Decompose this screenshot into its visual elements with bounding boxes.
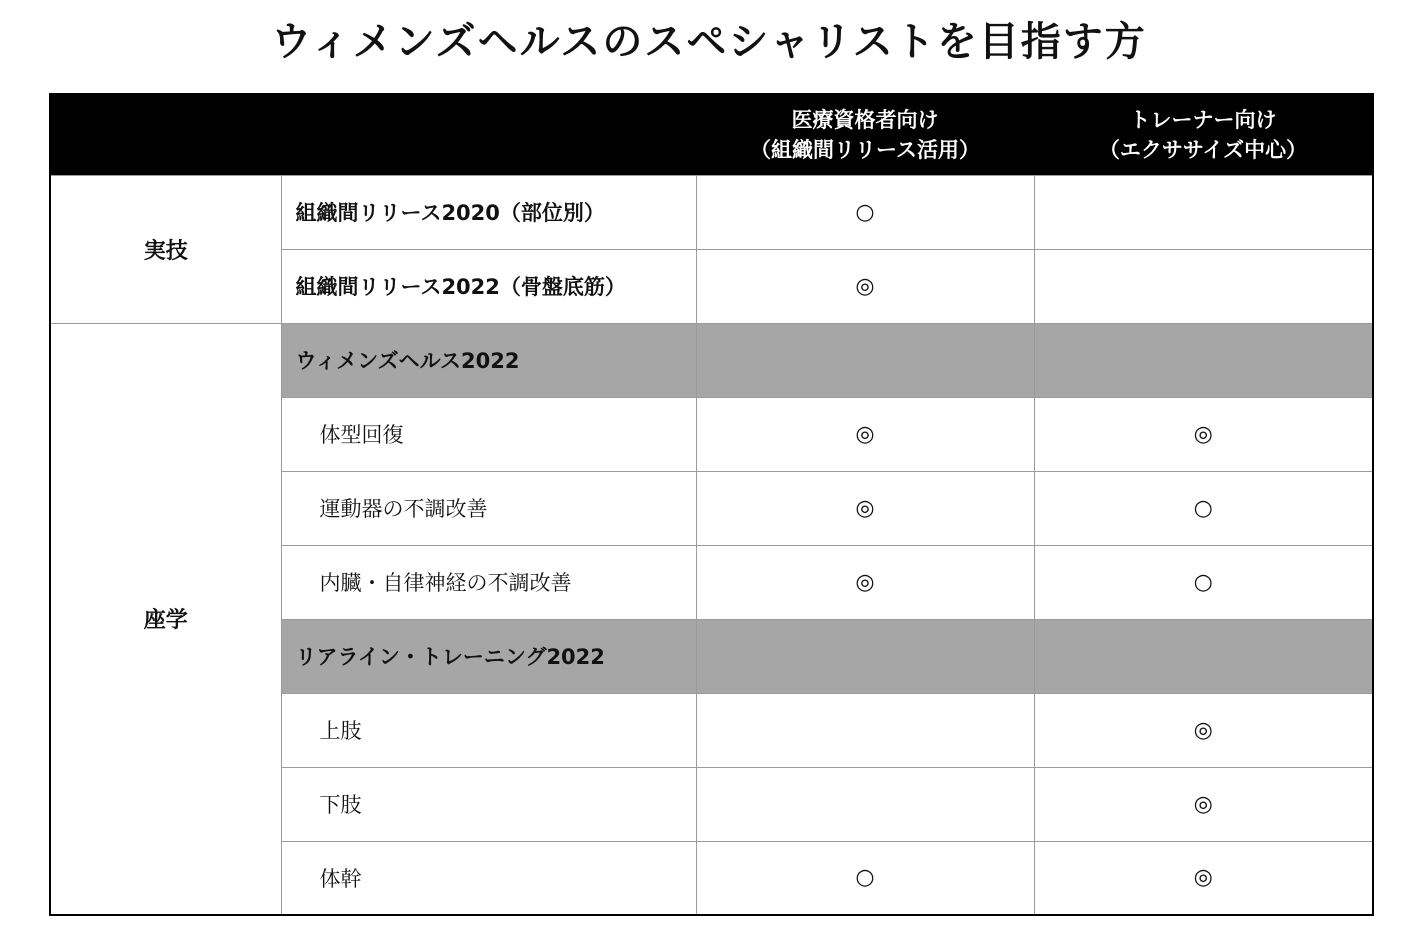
- row-label: 組織間リリース2022（骨盤底筋）: [281, 249, 696, 323]
- trainer-mark: ◎: [1034, 693, 1373, 767]
- table-header-row: [50, 94, 1373, 175]
- medical-mark: ◎: [696, 545, 1034, 619]
- trainer-mark: ◎: [1034, 841, 1373, 915]
- trainer-mark: [1034, 619, 1373, 693]
- medical-mark: [696, 323, 1034, 397]
- trainer-mark: [1034, 249, 1373, 323]
- trainer-mark: ○: [1034, 545, 1373, 619]
- category-lecture: 座学: [50, 323, 281, 915]
- trainer-mark: [1034, 175, 1373, 249]
- medical-mark: [696, 767, 1034, 841]
- header-trainer-line1: トレーナー向け: [1129, 107, 1277, 132]
- row-label: 体幹: [281, 841, 696, 915]
- medical-mark: ◎: [696, 249, 1034, 323]
- header-empty-category: [50, 94, 281, 175]
- row-label: 上肢: [281, 693, 696, 767]
- trainer-mark: ◎: [1034, 767, 1373, 841]
- medical-mark: ○: [696, 175, 1034, 249]
- medical-mark: [696, 619, 1034, 693]
- header-medical-line2: （組織間リリース活用）: [750, 137, 980, 162]
- table-row: [50, 175, 1373, 249]
- medical-mark: ◎: [696, 397, 1034, 471]
- row-label: 組織間リリース2020（部位別）: [281, 175, 696, 249]
- group-row: [50, 323, 1373, 397]
- medical-mark: ○: [696, 841, 1034, 915]
- page-title: ウィメンズヘルスのスペシャリストを目指す方: [271, 19, 1147, 65]
- group-label: リアライン・トレーニング2022: [281, 619, 696, 693]
- medical-mark: [696, 693, 1034, 767]
- group-label: ウィメンズヘルス2022: [281, 323, 696, 397]
- comparison-table: [49, 93, 1374, 916]
- row-label: 体型回復: [281, 397, 696, 471]
- header-trainer: [1034, 94, 1373, 175]
- row-label: 下肢: [281, 767, 696, 841]
- category-practical: 実技: [50, 175, 281, 323]
- header-empty-item: [281, 94, 696, 175]
- row-label: 内臓・自律神経の不調改善: [281, 545, 696, 619]
- header-medical-line1: 医療資格者向け: [791, 107, 939, 132]
- medical-mark: ◎: [696, 471, 1034, 545]
- header-medical: [696, 94, 1034, 175]
- trainer-mark: ◎: [1034, 397, 1373, 471]
- trainer-mark: ○: [1034, 471, 1373, 545]
- row-label: 運動器の不調改善: [281, 471, 696, 545]
- header-trainer-line2: （エクササイズ中心）: [1098, 137, 1308, 162]
- trainer-mark: [1034, 323, 1373, 397]
